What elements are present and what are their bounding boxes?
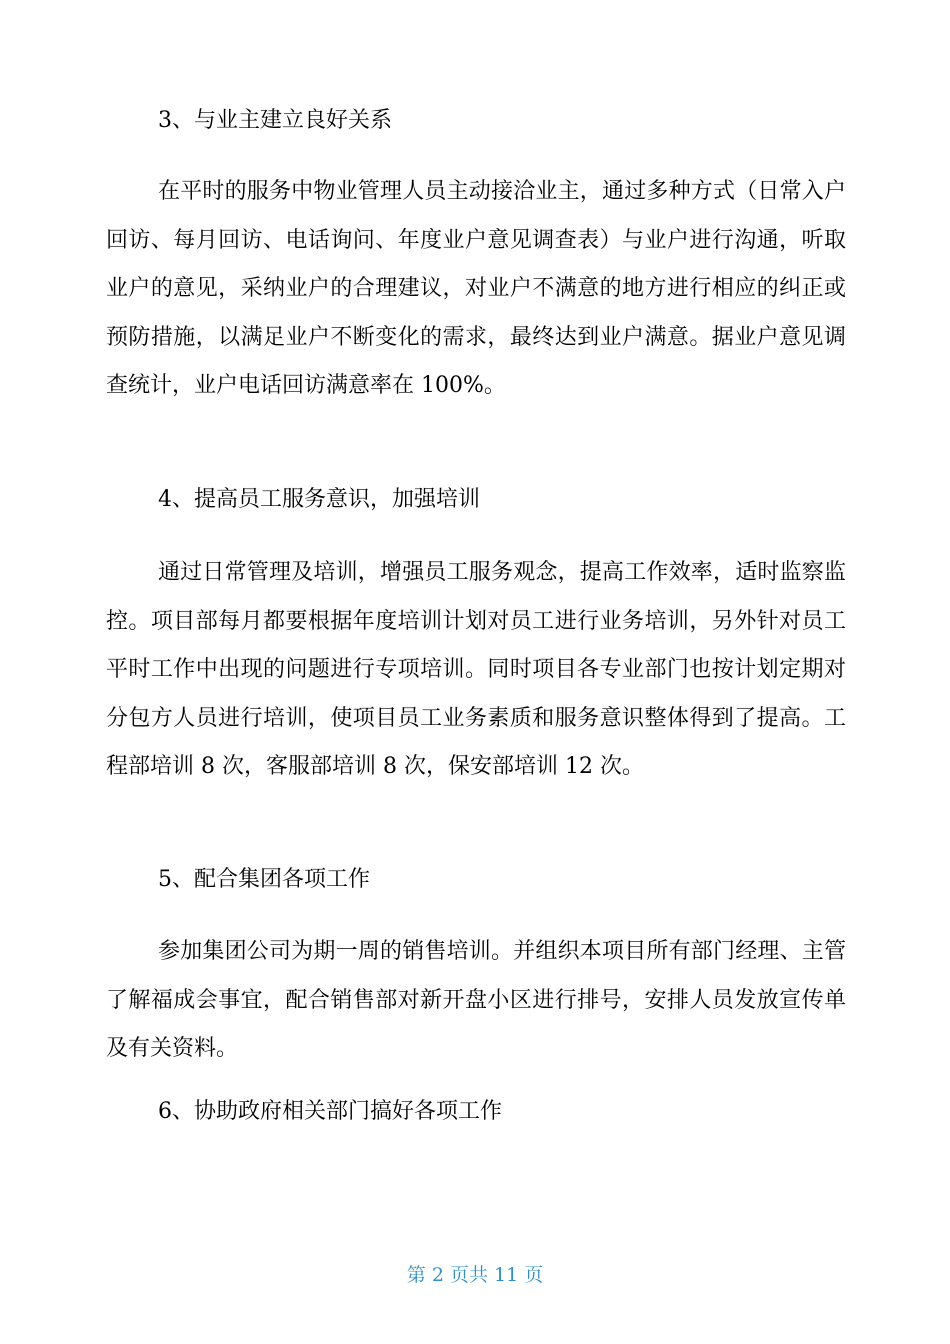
page-number-footer: 第 2 页共 11 页 [406,1264,544,1286]
section-heading-3: 3、与业主建立良好关系 [158,108,392,133]
section-body-5: 参加集团公司为期一周的销售培训。并组织本项目所有部门经理、主管了解福成会事宜，配合销售部对新开盘小区进行排号，安排人员发放宣传单及有关资料。 [106,939,846,1061]
section-body-3: 在平时的服务中物业管理人员主动接洽业主，通过多种方式（日常入户回访、每月回访、电话询问、年度业户意见调查表）与业户进行沟通，听取业户的意见，采纳业户的合理建议，对业户不满意的地方进行相应的纠正或预防措施，以满足业户不断变化的需求，最终达到业户满意。据业户意见调查统计，业户电话回访满意率在 100%。 [106,179,846,398]
section-body-4: 通过日常管理及培训，增强员工服务观念，提高工作效率，适时监察监控。项目部每月都要根据年度培训计划对员工进行业务培训，另外针对员工平时工作中出现的问题进行专项培训。同时项目各专业部门也按计划定期对分包方人员进行培训，使项目员工业务素质和服务意识整体得到了提高。工程部培训 8 次，客服部培训 8 次，保安部培训 12 次。 [106,560,846,779]
section-heading-5: 5、配合集团各项工作 [158,867,370,892]
section-heading-6: 6、协助政府相关部门搞好各项工作 [158,1099,502,1124]
section-heading-4: 4、提高员工服务意识，加强培训 [158,487,480,512]
